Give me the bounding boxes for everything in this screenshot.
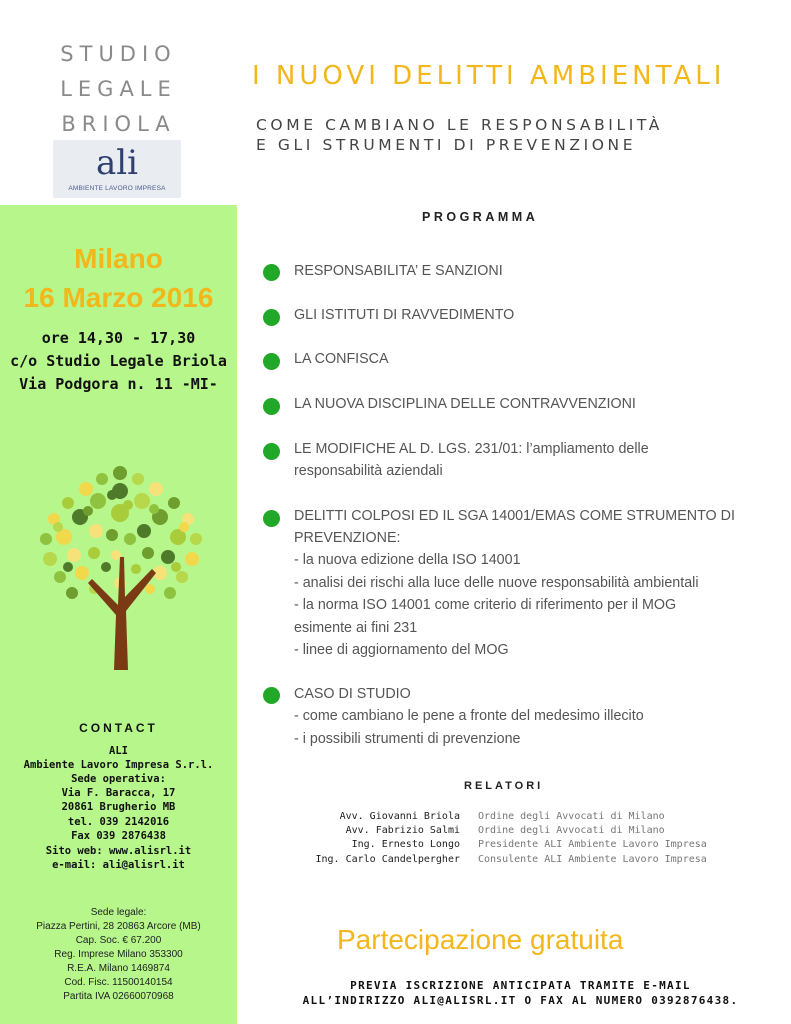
leaf-dot (67, 548, 81, 562)
bullet-icon (263, 443, 280, 460)
leaf-dot (40, 533, 52, 545)
subtitle-line: E GLI STRUMENTI DI PREVENZIONE (256, 136, 637, 154)
tree-illustration (28, 465, 208, 670)
program-item-line: - come cambiano le pene a fronte del medesimo illecito (294, 708, 644, 724)
ali-logo (53, 140, 181, 198)
studio-word: STUDIO (60, 42, 177, 66)
leaf-dot (113, 466, 127, 480)
program-title: PROGRAMMA (422, 210, 539, 224)
program-item-line: - linee di aggiornamento del MOG (294, 642, 509, 658)
leaf-dot (88, 547, 100, 559)
event-venue: c/o Studio Legale Briola (10, 352, 227, 370)
program-item-line: esimente ai fini 231 (294, 620, 418, 636)
leaf-dot (62, 497, 74, 509)
program-item-line: PREVENZIONE: (294, 530, 401, 546)
leaf-dot (106, 529, 118, 541)
logo-subtitle: AMBIENTE LAVORO IMPRESA (68, 185, 166, 192)
leaf-dot (124, 533, 136, 545)
leaf-dot (137, 524, 151, 538)
leaf-dot (53, 522, 63, 532)
leaf-dot (176, 571, 188, 583)
studio-word: LEGALE (60, 77, 177, 101)
leaf-dot (43, 552, 57, 566)
program-item-line: - la nuova edizione della ISO 14001 (294, 552, 521, 568)
speaker-role: Ordine degli Avvocati di Milano (478, 825, 665, 836)
program-item: CASO DI STUDIO (294, 686, 411, 702)
program-item: GLI ISTITUTI DI RAVVEDIMENTO (294, 307, 515, 323)
speaker-name: Ing. Ernesto Longo (351, 839, 460, 850)
contact-line: Ambiente Lavoro Impresa S.r.l. (23, 759, 214, 771)
program-item-line: - la norma ISO 14001 come criterio di riferimento per il MOG (294, 597, 677, 613)
page-title: I NUOVI DELITTI AMBIENTALI (252, 61, 726, 91)
legal-line: Partita IVA 02660070968 (63, 991, 174, 1002)
legal-line: Cod. Fisc. 11500140154 (64, 977, 173, 988)
leaf-dot (142, 547, 154, 559)
bullet-icon (263, 510, 280, 527)
leaf-dot (75, 566, 89, 580)
speakers-title: RELATORI (464, 780, 544, 792)
free-participation: Partecipazione gratuita (337, 924, 624, 955)
leaf-dot (66, 587, 78, 599)
leaf-dot (89, 524, 103, 538)
leaf-dot (101, 562, 111, 572)
leaf-dot (185, 552, 199, 566)
leaf-dot (63, 562, 73, 572)
leaf-dot (90, 493, 106, 509)
bullet-icon (263, 309, 280, 326)
bullet-icon (263, 398, 280, 415)
event-city: Milano (74, 243, 163, 274)
program-item-line: responsabilità aziendali (294, 463, 443, 479)
contact-line: Sede operativa: (71, 773, 166, 785)
legal-line: Piazza Pertini, 28 20863 Arcore (MB) (36, 921, 201, 932)
leaf-dot (131, 564, 141, 574)
program-item: DELITTI COLPOSI ED IL SGA 14001/EMAS COME STRUMENTO DI (294, 508, 735, 524)
leaf-dot (149, 504, 159, 514)
logo-text: ali (95, 143, 139, 183)
program-item: LA CONFISCA (294, 351, 389, 367)
event-time: ore 14,30 - 17,30 (41, 329, 196, 347)
leaf-dot (171, 562, 181, 572)
contact-email: e-mail: ali@alisrl.it (52, 859, 185, 871)
registration-note: PREVIA ISCRIZIONE ANTICIPATA TRAMITE E-MAIL (350, 979, 691, 992)
leaf-dot (132, 473, 144, 485)
leaf-dot (123, 500, 133, 510)
leaf-dot (79, 482, 93, 496)
bullet-icon (263, 264, 280, 281)
tree-trunk (88, 557, 156, 670)
contact-phone: tel. 039 2142016 (67, 816, 170, 828)
speaker-role: Consulente ALI Ambiente Lavoro Impresa (478, 854, 707, 865)
legal-line: Sede legale: (90, 907, 147, 918)
speaker-name: Avv. Fabrizio Salmi (345, 825, 460, 836)
leaf-dot (164, 587, 176, 599)
leaf-dot (107, 490, 117, 500)
legal-line: R.E.A. Milano 1469874 (67, 963, 170, 974)
bullet-icon (263, 353, 280, 370)
leaf-dot (96, 473, 108, 485)
program-item-line: - analisi dei rischi alla luce delle nuove responsabilità ambientali (294, 575, 699, 591)
leaf-dot (149, 482, 163, 496)
legal-line: Cap. Soc. € 67.200 (75, 935, 162, 946)
program-item-line: - i possibili strumenti di prevenzione (294, 731, 521, 747)
leaf-dot (83, 506, 93, 516)
program-item: LE MODIFICHE AL D. LGS. 231/01: l’ampliamento delle (294, 441, 649, 457)
studio-word: BRIOLA (61, 112, 176, 136)
subtitle-line: COME CAMBIANO LE RESPONSABILITÀ (256, 116, 663, 134)
leaf-dot (145, 584, 155, 594)
contact-line: ALI (109, 745, 128, 757)
speaker-name: Ing. Carlo Candelpergher (315, 854, 460, 865)
brand-block (0, 0, 237, 205)
leaf-dot (54, 571, 66, 583)
contact-website: Sito web: www.alisrl.it (45, 845, 192, 857)
event-date: 16 Marzo 2016 (23, 282, 214, 313)
leaf-dot (168, 497, 180, 509)
legal-line: Reg. Imprese Milano 353300 (54, 949, 183, 960)
leaf-dot (179, 522, 189, 532)
leaf-dot (134, 493, 150, 509)
event-address: Via Podgora n. 11 -MI- (19, 375, 218, 393)
leaf-dot (161, 550, 175, 564)
speaker-name: Avv. Giovanni Briola (339, 811, 460, 822)
contact-fax: Fax 039 2876438 (71, 830, 166, 842)
bullet-icon (263, 687, 280, 704)
speaker-role: Presidente ALI Ambiente Lavoro Impresa (478, 839, 707, 850)
registration-note: ALL’INDIRIZZO ALI@ALISRL.IT O FAX AL NUMERO 0392876438. (302, 994, 739, 1007)
program-item: LA NUOVA DISCIPLINA DELLE CONTRAVVENZIONI (294, 396, 636, 412)
contact-line: 20861 Brugherio MB (61, 801, 176, 813)
leaf-dot (111, 550, 121, 560)
speaker-role: Ordine degli Avvocati di Milano (478, 811, 665, 822)
contact-line: Via F. Baracca, 17 (61, 787, 176, 799)
leaf-dot (190, 533, 202, 545)
contact-title: CONTACT (79, 721, 158, 735)
program-item: RESPONSABILITA’ E SANZIONI (294, 263, 503, 279)
